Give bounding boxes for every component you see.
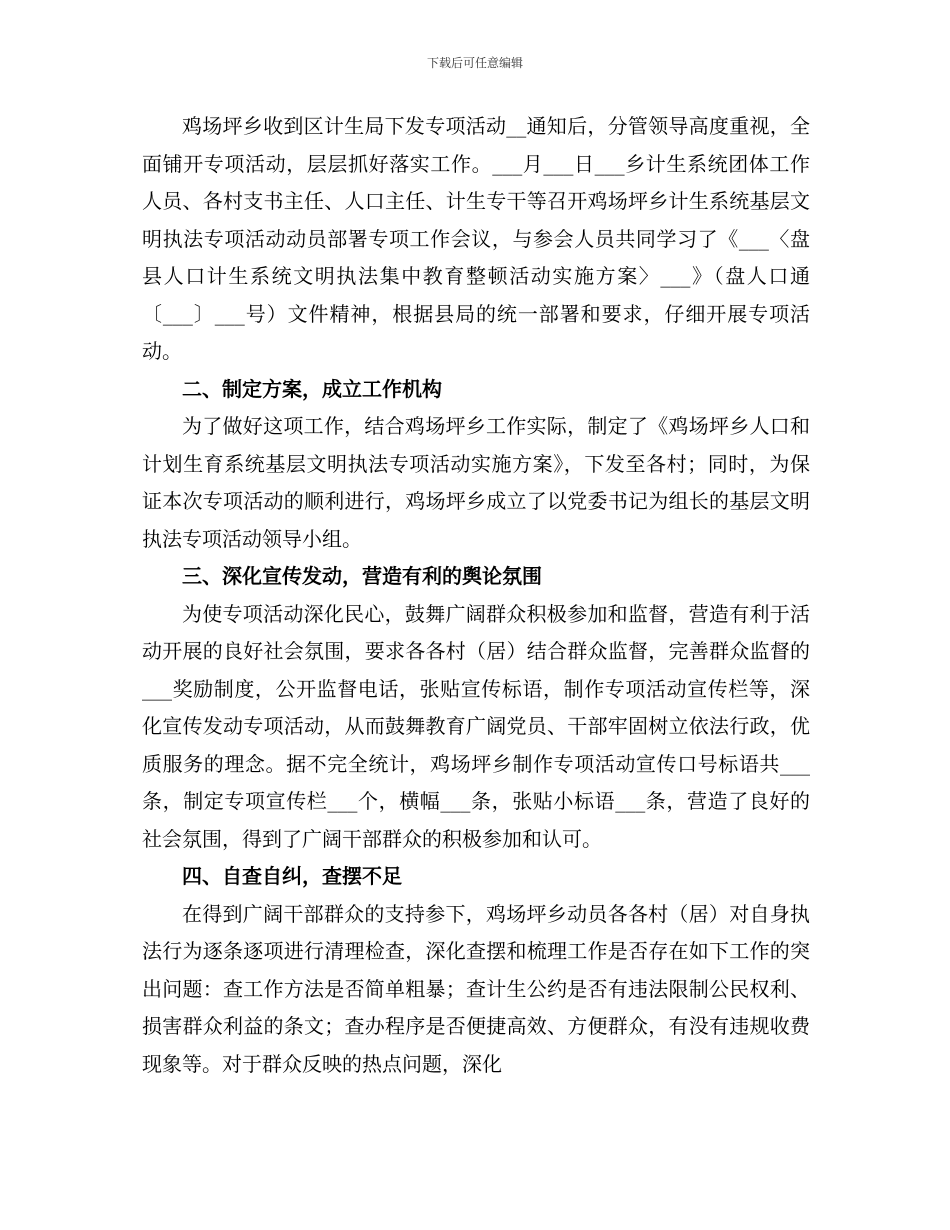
document-body (142, 108, 810, 1083)
page-header: 下载后可任意编辑 (426, 56, 523, 70)
section-heading-3: 三、深化宣传发动，营造有利的舆论氛围 (182, 564, 542, 588)
paragraph-section-4: 在得到广阔干部群众的支持参下，鸡场坪乡动员各各村（居）对自身执法行为逐条逐项进行清理检查，深化查摆和梳理工作是否存在如下工作的突出问题：查工作方法是否简单粗暴；查计生公约是否有违法限制公民权利、损害群众利益的条文；查办程序是否便捷高效、方便群众，有没有违规收费现象等。对于群众反映的热点问题，深化 (142, 901, 810, 1076)
section-heading-2: 二、制定方案，成立工作机构 (182, 376, 442, 401)
paragraph-intro: 鸡场坪乡收到区计生局下发专项活动__通知后，分管领导高度重视，全面铺开专项活动，层层抓好落实工作。___月___日___乡计生系统团体工作人员、各村支书主任、人口主任、计生专干等召开鸡场坪乡计生系统基层文明执法专项活动动员部署专项工作会议，与参会人员共同学习了《___〈盘县人口计生系统文明执法集中教育整顿活动实施方案〉___》（盘人口通〔___〕___号）文件精神，根据县局的统一部署和要求，仔细开展专项活动。 (142, 114, 810, 363)
paragraph-section-2: 为了做好这项工作，结合鸡场坪乡工作实际，制定了《鸡场坪乡人口和计划生育系统基层文明执法专项活动实施方案》，下发至各村；同时，为保证本次专项活动的顺利进行，鸡场坪乡成立了以党委书记为组长的基层文明执法专项活动领导小组。 (142, 414, 810, 551)
section-heading-4: 四、自查自纠，查摆不足 (182, 864, 402, 888)
paragraph-section-3: 为使专项活动深化民心，鼓舞广阔群众积极参加和监督，营造有利于活动开展的良好社会氛围，要求各各村（居）结合群众监督，完善群众监督的___奖励制度，公开监督电话，张贴宣传标语，制作专项活动宣传栏等，深化宣传发动专项活动，从而鼓舞教育广阔党员、干部牢固树立依法行政，优质服务的理念。据不完全统计，鸡场坪乡制作专项活动宣传口号标语共___条，制定专项宣传栏___个，横幅___条，张贴小标语___条，营造了良好的社会氛围，得到了广阔干部群众的积极参加和认可。 (142, 601, 810, 851)
